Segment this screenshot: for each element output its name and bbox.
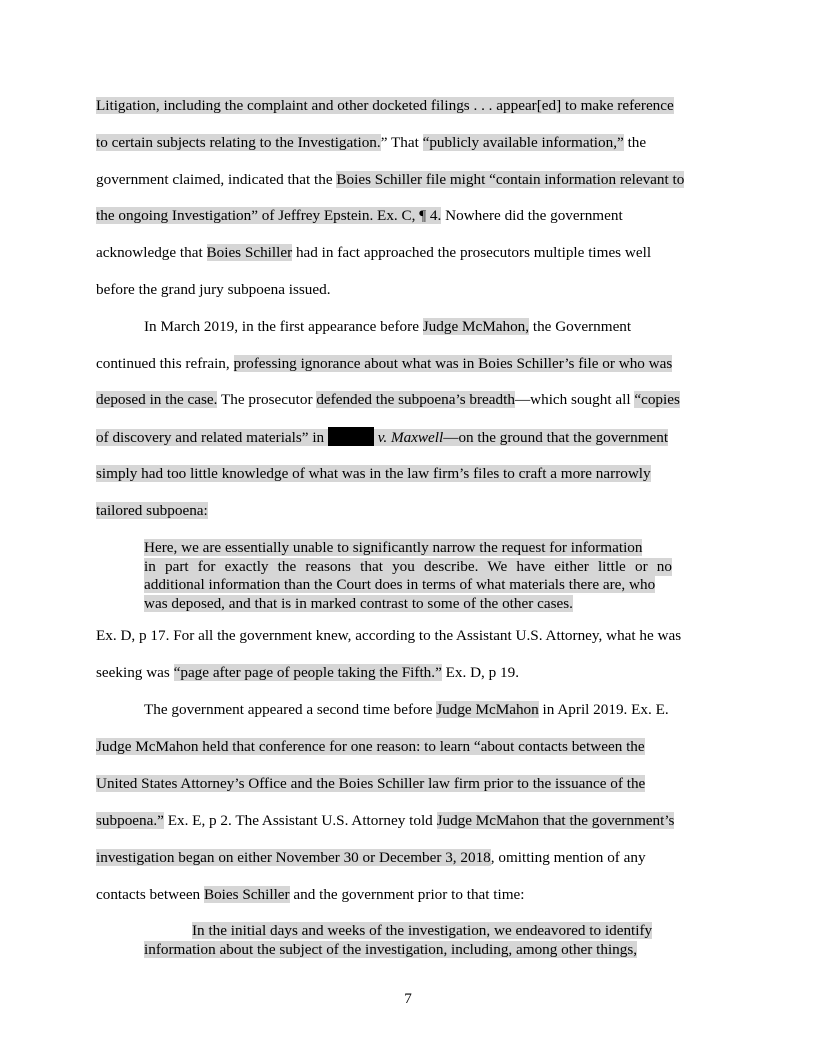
highlighted-text: Here, we are essentially unable to significantly narrow the request for information xyxy=(144,539,643,556)
body-text: ” That xyxy=(380,134,423,151)
body-text: Ex. D, p 17. For all the government knew, according to the Assistant U.S. Attorney, what he was xyxy=(96,627,682,644)
highlighted-text: defended the subpoena’s breadth xyxy=(316,391,515,408)
body-text: continued this refrain, xyxy=(96,355,234,372)
highlighted-text: “copies xyxy=(634,391,680,408)
body-line-8 xyxy=(96,354,672,374)
quote-line-4 xyxy=(144,595,672,614)
body-text: —which sought all xyxy=(514,391,635,408)
block-quote-2 xyxy=(144,922,672,959)
body-text: had in fact approached the prosecutors multiple times well xyxy=(292,244,652,261)
highlighted-text: subpoena.” xyxy=(96,812,164,829)
body-text: the xyxy=(623,134,647,151)
body-text: Nowhere did the government xyxy=(441,207,623,224)
highlighted-text: of discovery and related materials” in xyxy=(96,429,328,446)
highlighted-text: Judge McMahon, xyxy=(422,318,530,335)
highlighted-text: the ongoing Investigation” of Jeffrey Epstein. Ex. C, ¶ 4. xyxy=(96,207,442,224)
highlighted-text: —on the ground that the government xyxy=(443,429,669,446)
highlighted-text: Judge McMahon that the government’s xyxy=(436,812,675,829)
case-name-italic: v. Maxwell xyxy=(373,429,444,446)
body-text: contacts between xyxy=(96,886,204,903)
body-line-6 xyxy=(96,280,331,300)
body-text: the Government xyxy=(529,318,632,335)
highlighted-text: “publicly available information,” xyxy=(422,134,624,151)
body-text: The prosecutor xyxy=(217,391,317,408)
quote-line-1 xyxy=(144,922,672,941)
body-line-9 xyxy=(96,390,680,410)
page-number: 7 xyxy=(404,990,412,1007)
highlighted-text: In the initial days and weeks of the investigation, we endeavored to identify xyxy=(192,922,653,939)
body-line-17 xyxy=(96,774,645,794)
body-line-15 xyxy=(144,700,669,720)
body-line-20 xyxy=(96,885,525,905)
body-text: Ex. D, p 19. xyxy=(441,664,520,681)
highlighted-text: Judge McMahon xyxy=(436,701,539,718)
highlighted-text: “page after page of people taking the Fifth.” xyxy=(173,664,442,681)
redaction-block xyxy=(328,427,374,446)
highlighted-text: was deposed, and that is in marked contrast to some of the other cases. xyxy=(144,595,573,613)
body-line-4 xyxy=(96,206,623,226)
body-line-1 xyxy=(96,96,674,116)
body-line-7 xyxy=(144,317,631,337)
body-line-18 xyxy=(96,811,674,831)
body-text: before the grand jury subpoena issued. xyxy=(96,281,331,298)
body-line-10 xyxy=(96,427,668,448)
body-text: In March 2019, in the first appearance before xyxy=(144,318,423,335)
quote-line-2 xyxy=(144,941,672,960)
body-line-3 xyxy=(96,170,684,190)
highlighted-text: Boies Schiller file might “contain information relevant to xyxy=(336,171,685,188)
highlighted-text: deposed in the case. xyxy=(96,391,218,408)
quote-line-3 xyxy=(144,576,672,595)
body-text: and the government prior to that time: xyxy=(289,886,525,903)
body-text: , omitting mention of any xyxy=(490,849,646,866)
body-line-11 xyxy=(96,464,651,484)
body-line-16 xyxy=(96,737,645,757)
body-text: Ex. E, p 2. The Assistant U.S. Attorney told xyxy=(163,812,437,829)
body-line-5 xyxy=(96,243,651,263)
body-text: The government appeared a second time before xyxy=(144,701,437,718)
body-line-19 xyxy=(96,848,646,868)
highlighted-text: information about the subject of the investigation, including, among other things, xyxy=(144,940,638,958)
body-line-2 xyxy=(96,133,646,153)
body-line-13 xyxy=(96,626,681,646)
highlighted-text: United States Attorney’s Office and the Boies Schiller law firm prior to the issuance of the xyxy=(96,775,646,792)
highlighted-text: professing ignorance about what was in Boies Schiller’s file or who was xyxy=(233,355,673,372)
highlighted-text: additional information than the Court does in terms of what materials there are, who xyxy=(144,576,656,594)
highlighted-text: to certain subjects relating to the Investigation. xyxy=(96,134,381,151)
highlighted-text: in part for exactly the reasons that you describe. We have either little or no xyxy=(144,557,672,575)
highlighted-text: Boies Schiller xyxy=(203,886,290,903)
block-quote-1 xyxy=(144,539,672,614)
highlighted-text: Judge McMahon held that conference for one reason: to learn “about contacts between the xyxy=(96,738,645,755)
highlighted-text: Litigation, including the complaint and other docketed filings . . . appear[ed] to make reference xyxy=(96,97,674,114)
body-line-14 xyxy=(96,663,519,683)
body-text: government claimed, indicated that the xyxy=(96,171,337,188)
quote-line-1 xyxy=(144,539,672,558)
body-line-12 xyxy=(96,501,208,521)
highlighted-text: simply had too little knowledge of what was in the law firm’s files to craft a more narrowly xyxy=(96,465,651,482)
highlighted-text: Boies Schiller xyxy=(206,244,293,261)
highlighted-text: tailored subpoena: xyxy=(96,502,208,519)
quote-line-2 xyxy=(144,558,672,577)
body-text: in April 2019. Ex. E. xyxy=(538,701,669,718)
highlighted-text: investigation began on either November 30 or December 3, 2018 xyxy=(96,849,491,866)
body-text: acknowledge that xyxy=(96,244,207,261)
body-text: seeking was xyxy=(96,664,174,681)
